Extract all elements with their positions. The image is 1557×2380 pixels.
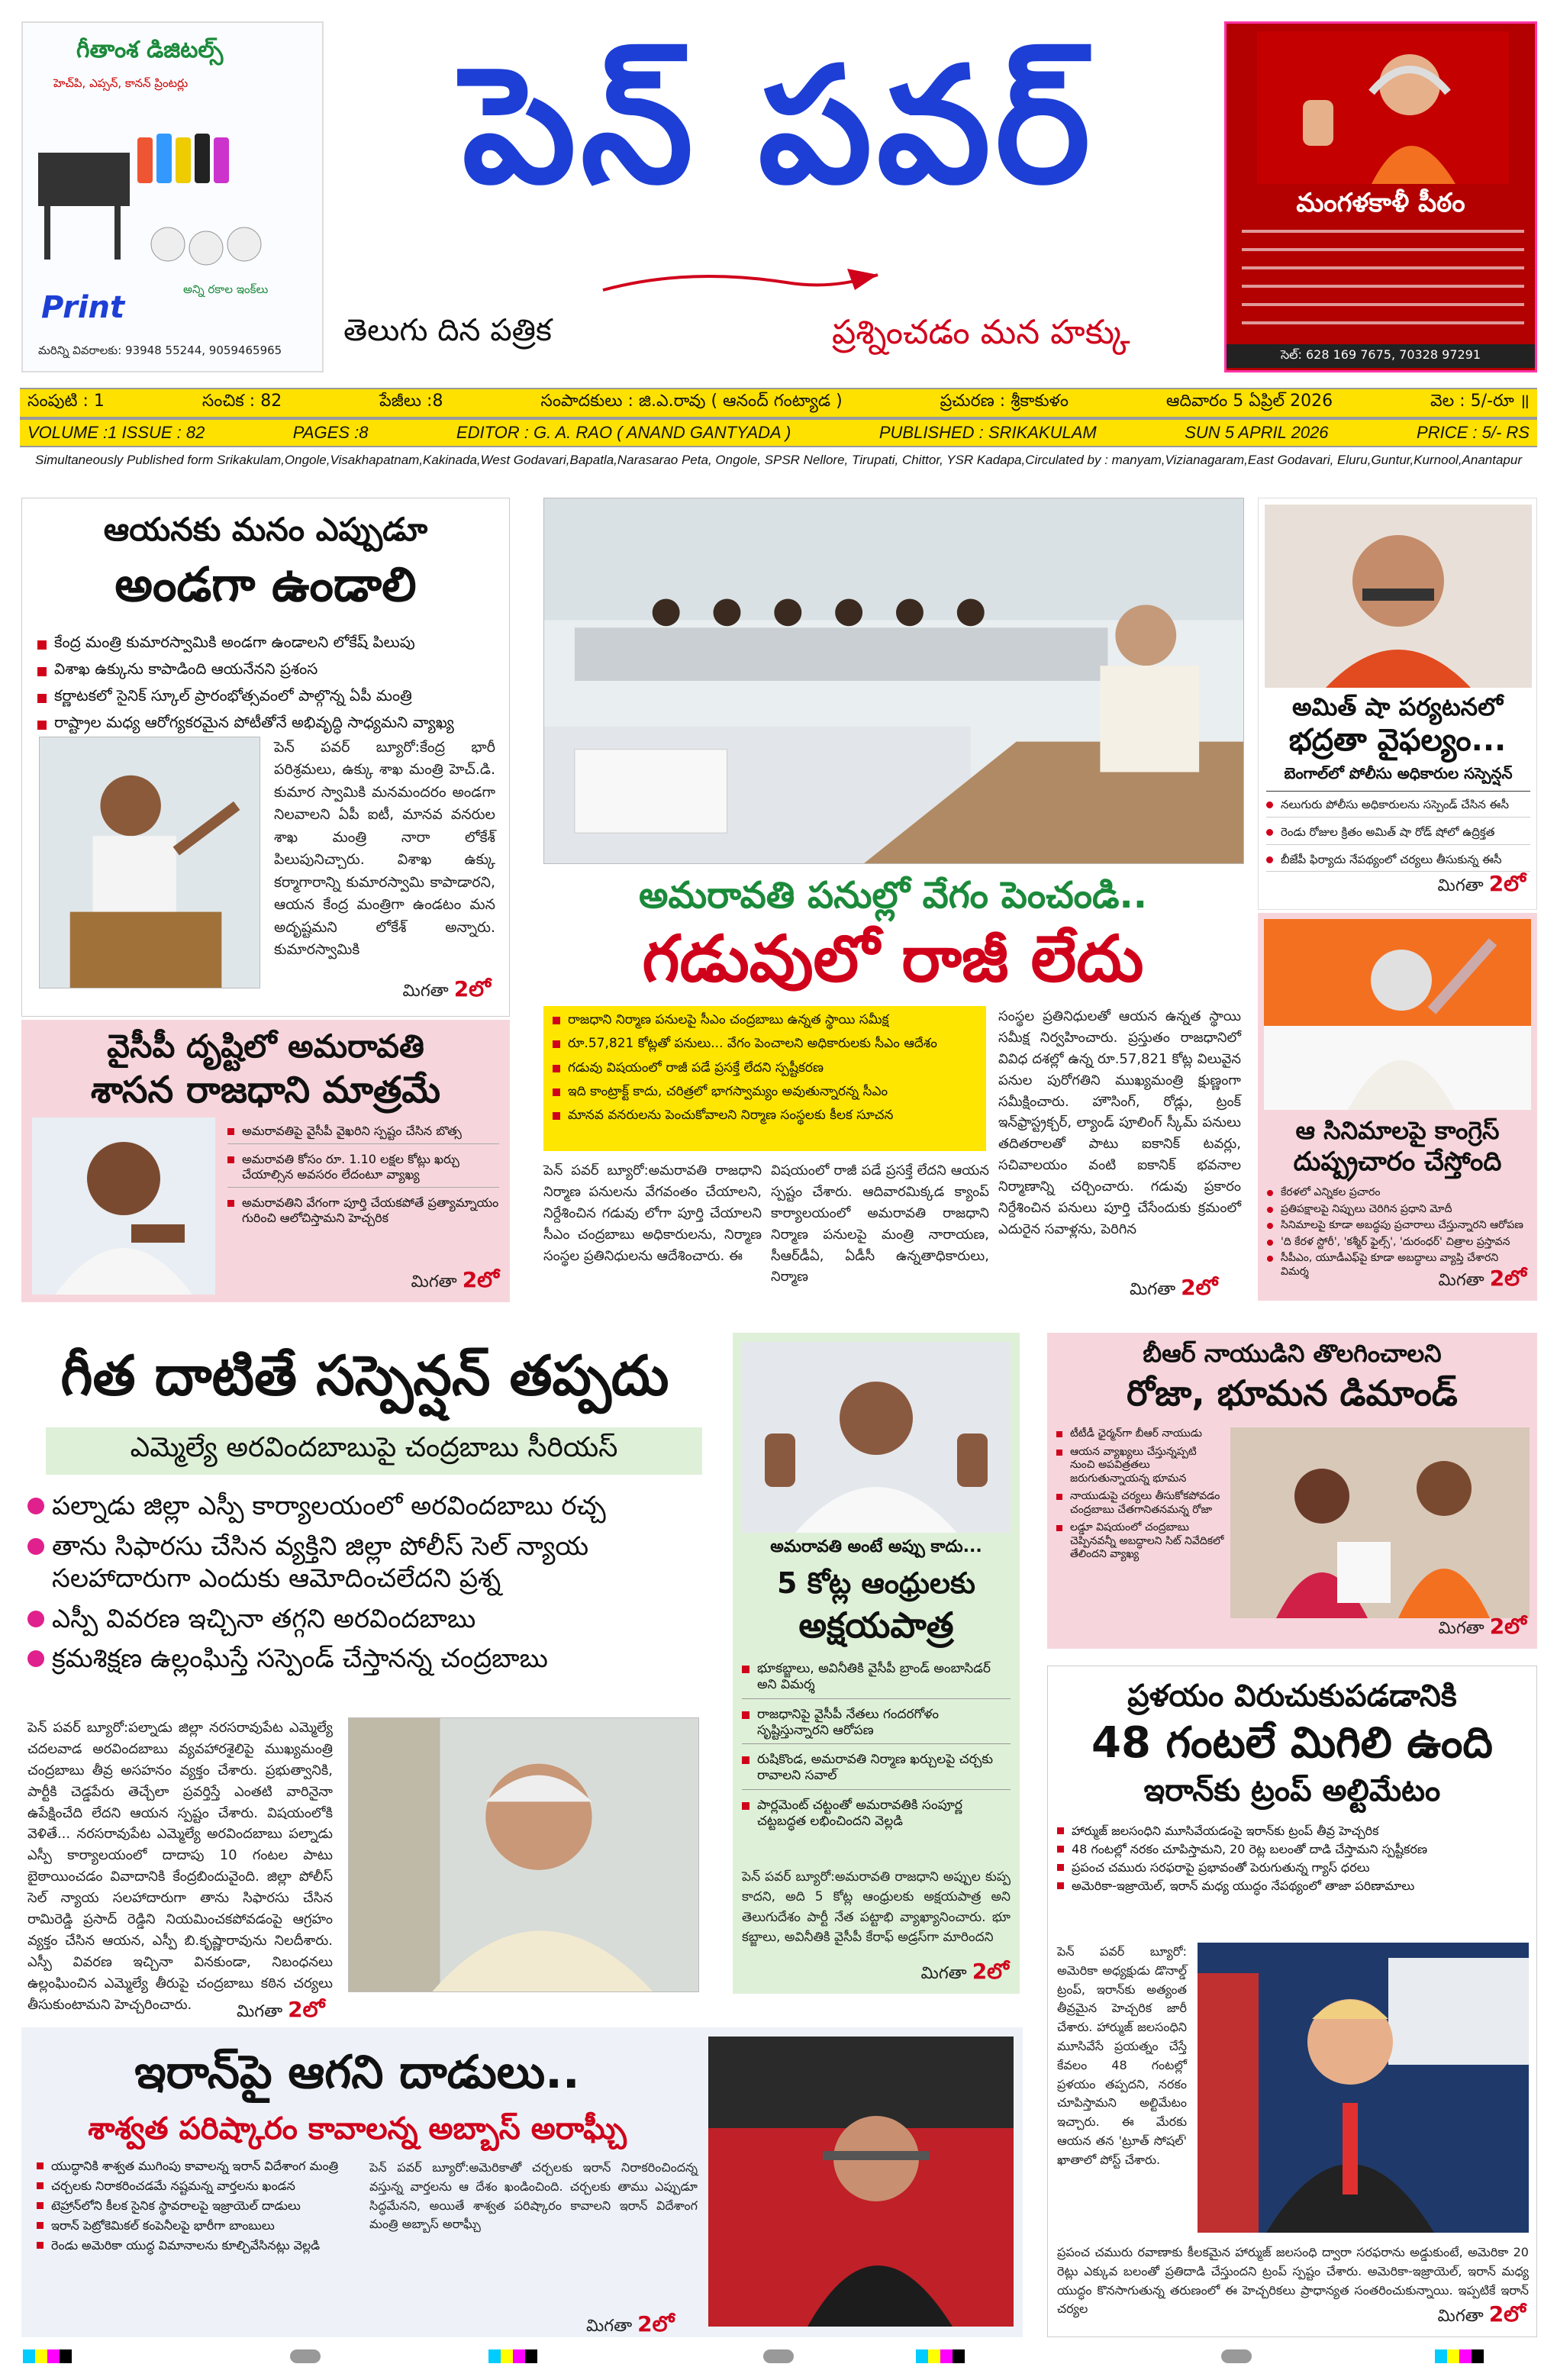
story-amit-headline: భద్రతా వైఫల్యం... (1288, 723, 1507, 758)
registration-mark (763, 2349, 794, 2363)
list-item: 48 గంటల్లో నరకం చూపిస్తామని, 20 రెట్ల బలంతో దాడి చేస్తామని స్పష్టీకరణ (1057, 1842, 1529, 1857)
story-iran-body: పెన్ పవర్ బ్యూరో:అమెరికాతో చర్చలకు ఇరాన్ నిరాకరించిందన్న వస్తున్న వార్తలను ఆ దేశం ఖండించింది. చర్చలకు తాము ఎప్పుడూ సిద్ధమేనని, అయితే శాశ్వత పరిష్కారం కావాలని ఇరాన్ విదేశాంగ మంత్రి అబ్బాస్ అరాఘ్చీ (369, 2160, 698, 2232)
story-modi (1258, 913, 1537, 1301)
story-amit-shah (1258, 498, 1537, 910)
story-ysrcp (21, 1020, 510, 1302)
story-ysrcp-headline-2: శాసన రాజధాని మాత్రమే (90, 1069, 441, 1111)
list-item: తాను సిఫారసు చేసిన వ్యక్తిని జిల్లా పోలీస్ సెల్ న్యాయ సలహాదారుగా ఎందుకు ఆమోదించలేదని ప్రశ్న (27, 1530, 714, 1595)
lead-bullets-box (543, 1006, 986, 1151)
list-item: విశాఖ ఉక్కును కాపాడింది ఆయనేనని ప్రశంస (37, 659, 494, 679)
lokesh-photo (39, 737, 260, 988)
lead-headline: గడువులో రాజీ లేదు (642, 921, 1144, 996)
story-lokesh-body: పెన్ పవర్ బ్యూరో:కేంద్ర భారీ పరిశ్రమలు, ఉక్కు శాఖ మంత్రి హెచ్.డి. కుమార స్వామికి మనమందరం అండగా నిలవాలని ఏపీ ఐటీ, మానవ వనరుల శాఖ మంత్రి నారా లోకేశ్ పిలుపునిచ్చారు. విశాఖ ఉక్కు కర్మాగారాన్ని కుమారస్వామి కాపాడారని, ఆయన కేంద్ర మంత్రిగా ఉండటం మన అదృష్టమని లోకేశ్ అన్నారు. కుమారస్వామికి (274, 739, 495, 958)
roja-bhumana-photo (1230, 1427, 1530, 1618)
list-item: మానవ వనరులను పెంచుకోవాలని నిర్మాణ సంస్థలకు కీలక సూచన (553, 1108, 977, 1124)
swami-portrait (1257, 31, 1509, 184)
printer-illustration (31, 99, 318, 282)
lead-kicker: అమరావతి పనుల్లో వేగం పెంచండి.. (638, 874, 1147, 917)
story-trump (1047, 1666, 1537, 2337)
published-en: PUBLISHED : SRIKAKULAM (878, 423, 1097, 442)
ad-left-line2: అన్ని రకాల ఇంక్‌లు (183, 282, 269, 296)
ad-left (21, 21, 324, 372)
story-iran-continued: మిగతా 2లో (586, 2311, 675, 2336)
masthead-title: పెన్ పవర్ (462, 32, 1095, 219)
story-geetha-body: పెన్ పవర్ బ్యూరో:పల్నాడు జిల్లా నరసరావుపేట ఎమ్మెల్యే చదలవాడ అరవిందబాబు వ్యవహారశైలిపై ముఖ్యమంత్రి చంద్రబాబు తీవ్ర అసహనం వ్యక్తం చేశారు. ప్రభుత్వానికి, పార్టీకి చెడ్డపేరు తెచ్చేలా ప్రవర్తిస్తే ఎంతటి వారినైనా ఉపేక్షించేది లేదని ఆయన స్పష్టం చేశారు. విషయంలోకి వెళితే... నరసరావుపేట ఎమ్మెల్యే అరవిందబాబు పల్నాడు ఎస్పీ కార్యాలయంలో దాదాపు 10 గంటల పాటు బైఠాయించడం వివాదానికి కేంద్రబిందువైంది. జిల్లా పోలీస్ సెల్ న్యాయ సలహాదారుగా తాను సిఫారసు చేసిన రామిరెడ్డి ప్రసాద్ రెడ్డిని నియమించకపోవడంపై ఆగ్రహం వ్యక్తం చేసిన ఆయన, ఎస్పీ బి.కృష్ణారావును నిలదీశారు. ఎస్పీ వివరణ ఇచ్చినా వినకుండా, నిబంధనలు ఉల్లంఘించిన ఎమ్మెల్యే తీరుపై చంద్రబాబు కఠిన చర్యలు తీసుకుంటామని హెచ్చరించారు. (27, 1720, 333, 2013)
ad-right (1224, 21, 1537, 372)
list-item: రెండు అమెరికా యుద్ధ విమానాలను కూల్చివేసినట్లు వెల్లడి (37, 2238, 357, 2253)
list-item: ఇది కాంట్రాక్ట్ కాదు, చరిత్రలో భాగస్వామ్యం అవుతున్నారన్న సీఎం (553, 1084, 977, 1100)
story-iran-bullets (37, 2159, 357, 2258)
lead-continued: మిగతా 2లో (1130, 1275, 1218, 1300)
masthead-tagline-left: తెలుగు దిన పత్రిక (343, 313, 552, 348)
story-amit-continued: మిగతా 2లో (1437, 871, 1526, 896)
story-modi-headline-2: దుష్ప్రచారం చేస్తోంది (1293, 1146, 1502, 1177)
volume-en: VOLUME :1 ISSUE : 82 (27, 423, 205, 442)
lead-col-2: విషయంలో రాజీ పడే ప్రసక్తే లేదని ఆయన స్పష్టం చేశారు. ఆదివారమిక్కడ క్యాంప్ కార్యాలయంలో అమరావతి రాజధాని నిర్మాణ పనులపై మంత్రి నారాయణ, సీఆర్‌డీఏ, ఏడీసీ ఉన్నతాధికారులు, నిర్మాణ (771, 1163, 989, 1285)
list-item: హార్ముజ్ జలసంధిని మూసివేయడంపై ఇరాన్‌కు ట్రంప్ తీవ్ర హెచ్చరిక (1057, 1824, 1529, 1839)
story-akshaya-continued: మిగతా 2లో (920, 1959, 1009, 1984)
amit-shah-photo (1265, 505, 1532, 688)
story-akshaya (733, 1333, 1020, 1994)
list-item: రాజధానిపై వైసీపీ నేతలు గందరగోళం సృష్టిస్తున్నారని ఆరోపణ (742, 1707, 1011, 1745)
cabinet-meeting-photo (543, 498, 1244, 864)
story-iran-sub: శాశ్వత పరిష్కారం కావాలన్న అబ్బాస్ అరాఘ్చీ (88, 2111, 627, 2146)
list-item: కర్ణాటకలో సైనిక్ స్కూల్ ప్రారంభోత్సవంలో పాల్గొన్న ఏపీ మంత్రి (37, 686, 494, 705)
masthead-tagline-right: ప్రశ్నించడం మన హక్కు (832, 313, 1130, 352)
story-modi-continued: మిగతా 2లో (1438, 1266, 1526, 1291)
price-en: PRICE : 5/- RS (1417, 423, 1530, 442)
list-item: రెండు రోజుల క్రితం అమిత్ షా రోడ్ షోలో ఉద్రిక్తత (1266, 825, 1530, 845)
date-en: SUN 5 APRIL 2026 (1185, 423, 1329, 442)
registration-mark (1435, 2349, 1484, 2363)
price-te: వెల : 5/-రూ ॥ (1430, 392, 1530, 411)
story-trump-headline: 48 గంటలే మిగిలి ఉంది (1091, 1718, 1493, 1768)
ad-right-details (1242, 230, 1524, 337)
list-item: పార్లమెంట్ చట్టంతో అమరావతికి సంపూర్ణ చట్టబద్ధత లభించిందని వెల్లడి (742, 1798, 1011, 1830)
botsa-photo (32, 1117, 215, 1295)
list-item: భూకబ్జాలు, అవినీతికి వైసీపీ బ్రాండ్ అంబాసిడర్ అని విమర్శ (742, 1661, 1011, 1699)
story-amit-kicker: అమిత్ షా పర్యటనలో (1291, 692, 1504, 721)
list-item: 'ది కేరళ స్టోరీ', 'కశ్మీర్ ఫైల్స్', 'దురంధర్' చిత్రాల ప్రస్తావన (1267, 1236, 1528, 1250)
editor-te: సంపాదకులు : జి.ఎ.రావు ( ఆనంద్ గంట్యాడ ) (540, 392, 843, 411)
story-roja-headline: రోజా, భూమన డిమాండ్ (1127, 1372, 1458, 1414)
story-lokesh-continued: మిగతా 2లో (402, 976, 491, 1001)
editions-line: Simultaneously Published form Srikakulam,Ongole,Visakhapatnam,Kakinada,West Godavari,Bapatla,Narasarao Peta, Ongole, SPSR Nellore, Tirupati, Chittor, YSR Kadapa,Circulated by : manyam,Vizianagaram,East Godavari, Eluru,Guntur,Kurnool,Anantapur (34, 453, 1522, 467)
registration-mark (916, 2349, 965, 2363)
story-akshaya-body: పెన్ పవర్ బ్యూరో:అమరావతి రాజధాని అప్పుల కుప్ప కాదని, అది 5 కోట్ల ఆంధ్రులకు అక్షయపాత్ర అని తెలుగుదేశం పార్టీ నేత పట్టాభి వ్యాఖ్యానించారు. భూ కబ్జాలు, అవినీతికి వైసీపీ కేరాఫ్ అడ్రస్‌గా మారిందని (742, 1869, 1011, 1946)
list-item: రూ.57,821 కోట్లతో పనులు... వేగం పెంచాలని అధికారులకు సీఎం ఆదేశం (553, 1036, 977, 1052)
story-roja-continued: మిగతా 2లో (1438, 1614, 1526, 1639)
story-modi-headline-1: ఆ సినిమాలపై కాంగ్రెస్ (1295, 1116, 1500, 1145)
registration-mark (290, 2349, 321, 2363)
list-item: పల్నాడు జిల్లా ఎస్పీ కార్యాలయంలో అరవిందబాబు రచ్చ (27, 1490, 714, 1523)
story-geetha-bullets (27, 1490, 714, 1683)
list-item: రాజధాని నిర్మాణ పనులపై సీఎం చంద్రబాబు ఉన్నత స్థాయి సమీక్ష (553, 1012, 977, 1028)
list-item: రాష్ట్రాల మధ్య ఆరోగ్యకరమైన పోటీతోనే అభివృద్ధి సాధ్యమని వ్యాఖ్య (37, 713, 494, 732)
ad-left-line1: హెచ్‌పి, ఎప్సన్, కానన్ ప్రింటర్లు (53, 76, 189, 90)
list-item: సీపీఎం, యూడీఎఫ్‌పై కూడా అబద్ధాలు వ్యాప్తి చేశారని విమర్శ (1267, 1252, 1528, 1279)
story-trump-continued: మిగతా 2లో (1437, 2301, 1526, 2327)
list-item: ఆయన వ్యాఖ్యలు చేస్తున్నప్పటి నుంచి అపవిత్రతలు జరుగుతున్నాయన్న భూమన (1056, 1446, 1224, 1486)
story-iran (21, 2027, 1023, 2337)
masthead-bar-english (20, 418, 1537, 447)
story-akshaya-caption: అమరావతి అంటే అప్పు కాదు... (770, 1537, 982, 1556)
date-te: ఆదివారం 5 ఏప్రిల్ 2026 (1165, 392, 1333, 411)
list-item: బీజేపీ ఫిర్యాదు నేపథ్యంలో చర్యలు తీసుకున్న ఈసీ (1266, 853, 1530, 872)
pages-te: పేజీలు :8 (379, 392, 443, 411)
list-item: ఎస్పీ వివరణ ఇచ్చినా తగ్గని అరవిందబాబు (27, 1603, 714, 1636)
pen-nib-icon (595, 260, 885, 305)
ad-right-phone: సెల్: 628 169 7675, 70328 97291 (1227, 344, 1535, 368)
list-item: నాయుడుపై చర్యలు తీసుకోకపోవడం చంద్రబాబు చేతగానితనమన్న రోజా (1056, 1490, 1224, 1517)
editor-en: EDITOR : G. A. RAO ( ANAND GANTYADA ) (456, 423, 791, 442)
list-item: అమరావతి కోసం రూ. 1.10 లక్షల కోట్లు ఖర్చు చేయాల్సిన అవసరం లేదంటూ వ్యాఖ్య (227, 1152, 499, 1188)
story-geetha-sub: ఎమ్మెల్యే అరవిందబాబుపై చంద్రబాబు సీరియస్ (46, 1427, 702, 1475)
ad-left-brand: గీతాంశ డిజిటల్స్ (76, 37, 224, 63)
modi-photo (1264, 919, 1531, 1110)
list-item: గడువు విషయంలో రాజీ పడే ప్రసక్తే లేదని స్పష్టీకరణ (553, 1060, 977, 1076)
list-item: ప్రపంచ చమురు సరఫరాపై ప్రభావంతో పెరుగుతున్న గ్యాస్ ధరలు (1057, 1860, 1529, 1875)
list-item: అమరావతిపై వైసీపీ వైఖరిని స్పష్టం చేసిన బొత్స (227, 1124, 499, 1144)
story-trump-bullets (1057, 1824, 1529, 1897)
list-item: అమెరికా-ఇజ్రాయెల్, ఇరాన్ మధ్య యుద్ధం నేపథ్యంలో తాజా పరిణామాలు (1057, 1879, 1529, 1894)
list-item: లడ్డూ విషయంలో చంద్రబాబు చెప్పినవన్నీ అబద్ధాలని సిట్ నివేదికలో తేలిందని వ్యాఖ్య (1056, 1521, 1224, 1562)
list-item: సినిమాలపై కూడా అబద్ధపు ప్రచారాలు చేస్తున్నారని ఆరోపణ (1267, 1219, 1528, 1233)
trump-photo (1198, 1943, 1529, 2233)
story-geetha-continued: మిగతా 2లో (237, 1997, 325, 2022)
published-te: ప్రచురణ : శ్రీకాకుళం (940, 392, 1069, 411)
story-roja-kicker: బీఆర్ నాయుడిని తొలగించాలని (1143, 1339, 1442, 1368)
story-roja-bullets (1056, 1427, 1224, 1566)
story-geetha-headline: గీత దాటితే సస్పెన్షన్ తప్పదు (60, 1343, 669, 1408)
list-item: చర్చలకు నిరాకరించడమే నష్టమన్న వార్తలను ఖండన (37, 2178, 357, 2194)
list-item: రుషికొండ, అమరావతి నిర్మాణ ఖర్చులపై చర్చకు రావాలని సవాల్ (742, 1752, 1011, 1790)
araghchi-photo (708, 2037, 1014, 2327)
lead-col-3: సంస్థల ప్రతినిధులతో ఆయన ఉన్నత స్థాయి సమీక్ష నిర్వహించారు. ప్రస్తుతం రాజధానిలో వివిధ దశల్లో ఉన్న రూ.57,821 కోట్ల విలువైన పనుల పురోగతిని ముఖ్యమంత్రి క్షుణ్ణంగా సమీక్షించారు. హౌసింగ్, రోడ్లు, ట్రంక్ ఇన్‌ఫ్రాస్ట్రక్చర్, ల్యాండ్ పూలింగ్ స్కీమ్ పనులు తదితరాలతో పాటు ఐకానిక్ టవర్లు, సచివాలయం వంటి ఐకానిక్ భవనాల నిర్మాణాన్ని చర్చించారు. గడువు ప్రకారం నిర్దేశించిన పనులు పూర్తి చేసేందుకు క్రమంలో ఎదురైన సవాళ్లను, పెరిగిన (998, 1008, 1241, 1237)
list-item: నలుగురు పోలీసు అధికారులను సస్పెండ్ చేసిన ఈసీ (1266, 798, 1530, 818)
story-ysrcp-bullets (227, 1124, 499, 1234)
story-akshaya-bullets (742, 1661, 1011, 1837)
story-lokesh-bullets (37, 633, 494, 732)
pages-en: PAGES :8 (292, 423, 369, 442)
story-trump-body-wide: ప్రపంచ చమురు రవాణాకు కీలకమైన హార్ముజ్ జలసంధి ద్వారా సరఫరాను అడ్డుకుంటే, అమెరికా 20 రెట్లు ఎక్కువ బలంతో ప్రతిదాడి చేస్తుందని ట్రంప్ స్పష్టం చేశారు. అమెరికా-ఇజ్రాయెల్, ఇరాన్ మధ్య యుద్ధం కొనసాగుతున్న తరుణంలో ఈ హెచ్చరికలు ప్రాధాన్యత సంతరించుకున్నాయి. ఇప్పటికే ఇరాన్ చర్యల (1057, 2245, 1529, 2317)
story-trump-body-narrow: పెన్ పవర్ బ్యూరో: అమెరికా అధ్యక్షుడు డొనాల్డ్ ట్రంప్, ఇరాన్‌కు అత్యంత తీవ్రమైన హెచ్చరిక జారీ చేశారు. హార్ముజ్ జలసంధిని మూసివేసే ప్రయత్నం చేస్తే కేవలం 48 గంటల్లో ప్రళయం తప్పదని, నరకం చూపిస్తామని అల్టిమేటం ఇచ్చారు. ఈ మేరకు ఆయన తన 'ట్రూత్ సోషల్' ఖాతాలో పోస్ట్ చేశారు. (1057, 1944, 1187, 2167)
ad-left-print-logo: Print (41, 290, 125, 325)
list-item: క్రమశిక్షణ ఉల్లంఘిస్తే సస్పెండ్ చేస్తానన్న చంద్రబాబు (27, 1643, 714, 1675)
registration-mark (1221, 2349, 1252, 2363)
story-lokesh-headline: అండగా ఉండాలి (114, 556, 417, 612)
story-roja (1047, 1333, 1537, 1649)
issue-te: సంచిక : 82 (201, 392, 282, 411)
story-trump-sub: ఇరాన్‌కు ట్రంప్ అల్టిమేటం (1143, 1773, 1441, 1808)
list-item: ఇరాన్ పెట్రోకెమికల్ కంపెనీలపై భారీగా బాంబులు (37, 2218, 357, 2233)
registration-mark (488, 2349, 537, 2363)
list-item: కేరళలో ఎన్నికల ప్రచారం (1267, 1186, 1528, 1200)
pattabhi-photo (742, 1342, 1011, 1533)
story-lokesh (21, 498, 510, 1017)
story-iran-headline: ఇరాన్‌పై ఆగని దాడులు.. (134, 2046, 580, 2099)
list-item: ప్రతిపక్షాలపై నిప్పులు చెరిగిన ప్రధాని మోదీ (1267, 1203, 1528, 1217)
masthead-bar-telugu (20, 388, 1537, 418)
story-amit-sub: బెంగాల్‌లో పోలీసు అధికారుల సస్పెన్షన్ (1266, 764, 1530, 792)
story-ysrcp-continued: మిగతా 2లో (411, 1267, 499, 1292)
story-akshaya-headline-1: 5 కోట్ల ఆంధ్రులకు (777, 1566, 975, 1600)
ad-right-title: మంగళకాళీ పీఠం (1296, 188, 1465, 218)
list-item: కేంద్ర మంత్రి కుమారస్వామికి అండగా ఉండాలని లోకేష్ పిలుపు (37, 633, 494, 652)
list-item: టెహ్రాన్‌లోని కీలక సైనిక స్థావరాలపై ఇజ్రాయెల్ దాడులు (37, 2198, 357, 2214)
chandrababu-photo (348, 1717, 699, 1992)
ad-left-contact: మరిన్ని వివరాలకు: 93948 55244, 9059465965 (38, 343, 282, 357)
story-amit-bullets (1266, 798, 1530, 879)
registration-mark (23, 2349, 72, 2363)
story-ysrcp-headline-1: వైసీపీ దృష్టిలో అమరావతి (107, 1027, 424, 1065)
volume-te: సంపుటి : 1 (27, 392, 105, 411)
list-item: యుద్ధానికి శాశ్వత ముగింపు కావాలన్న ఇరాన్ విదేశాంగ మంత్రి (37, 2159, 357, 2174)
story-trump-kicker: ప్రళయం విరుచుకుపడడానికి (1127, 1679, 1457, 1714)
story-akshaya-headline-2: అక్షయపాత్ర (798, 1604, 954, 1646)
list-item: టీటీడీ ఛైర్మన్‌గా బీఆర్ నాయుడు (1056, 1427, 1224, 1441)
story-lokesh-kicker: ఆయనకు మనం ఎప్పుడూ (103, 511, 428, 548)
lead-col-1: పెన్ పవర్ బ్యూరో:అమరావతి రాజధాని నిర్మాణ పనులను వేగవంతం చేయాలని, నిర్దేశించిన గడువు లోగా పూర్తి చేయాలని సీఎం చంద్రబాబు అధికారులను, నిర్మాణ సంస్థల ప్రతినిధులను ఆదేశించారు. ఈ (543, 1163, 762, 1264)
list-item: అమరావతిని వేగంగా పూర్తి చేయకపోతే ప్రత్యామ్నాయం గురించి ఆలోచిస్తామని హెచ్చరిక (227, 1195, 499, 1226)
